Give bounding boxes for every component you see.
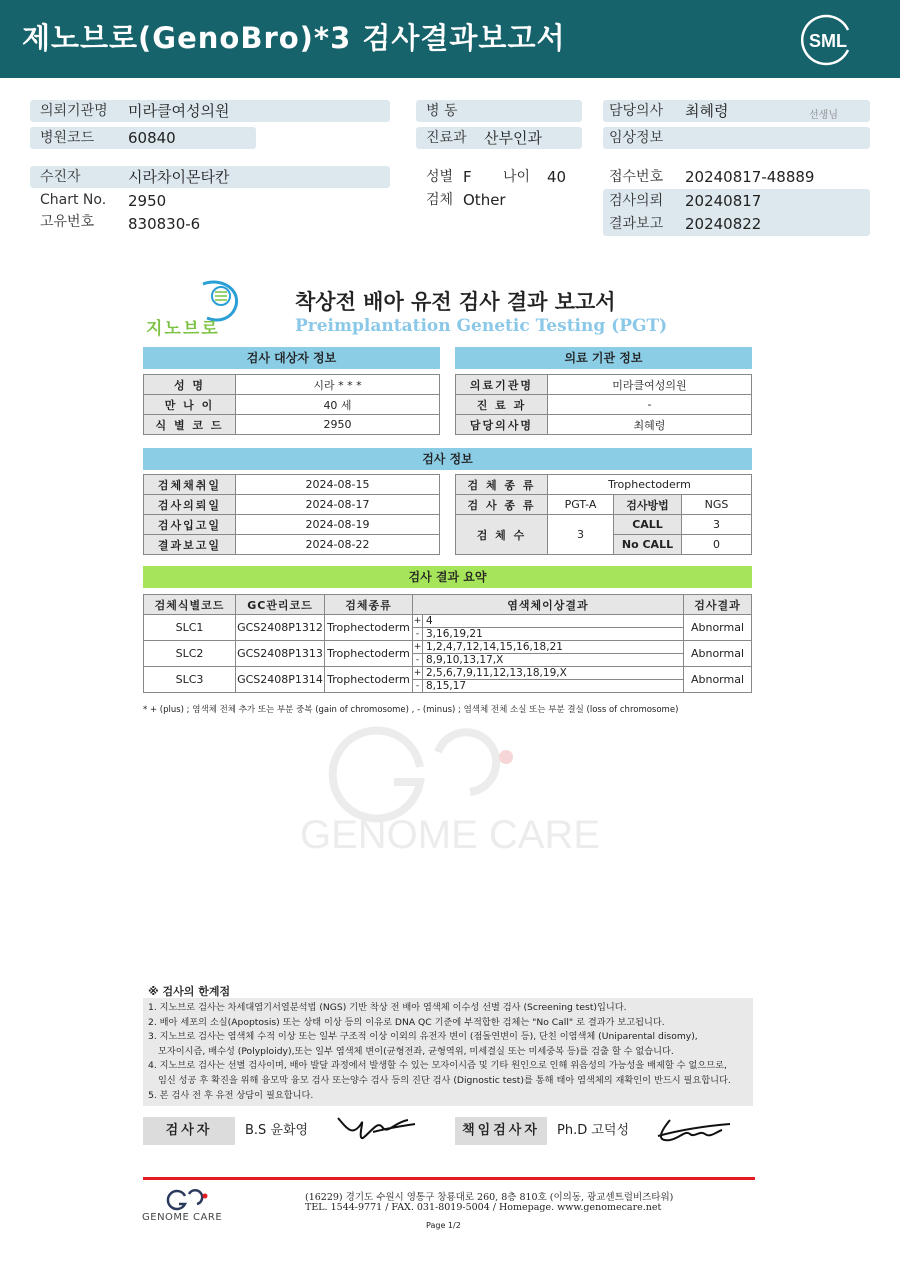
- table-row: [456, 475, 752, 495]
- report-subtitle: Preimplantation Genetic Testing (PGT): [295, 316, 668, 336]
- institution-section-head: 의료 기관 정보: [455, 347, 752, 369]
- institution-info-value: -: [548, 395, 752, 415]
- receipt-label: 접수번호: [609, 169, 664, 185]
- test-date-value: 2024-08-17: [236, 495, 440, 515]
- subject-value: 2950: [236, 415, 440, 435]
- institution-info-label: 담당의사명: [456, 415, 548, 435]
- table-header-row: [144, 595, 752, 615]
- age-value: 40: [547, 168, 567, 186]
- specimen-id: SLC1: [144, 615, 236, 641]
- limitation-line: 5. 본 검사 전 후 유전 상담이 필요합니다.: [148, 1089, 314, 1101]
- minus-sign: -: [413, 654, 423, 667]
- col-header: 검체종류: [325, 595, 413, 615]
- institution-label: 의뢰기관명: [40, 103, 108, 119]
- hospital-code-value: 60840: [128, 129, 176, 147]
- unique-value: 830830-6: [128, 215, 201, 233]
- genome-care-watermark-icon: [270, 712, 630, 862]
- dept-value: 산부인과: [484, 129, 542, 147]
- test-type-label: 검 사 종 류: [456, 495, 548, 515]
- loss-chromosomes: 8,9,10,13,17,X: [423, 654, 684, 667]
- age-label: 나이: [503, 169, 531, 185]
- table-row: [144, 495, 440, 515]
- tester-signature-icon: [333, 1110, 423, 1146]
- subject-label: 식 별 코 드: [144, 415, 236, 435]
- table-row: [144, 615, 752, 628]
- test-date-label: 검사의뢰일: [144, 495, 236, 515]
- subject-label: 만 나 이: [144, 395, 236, 415]
- report-label: 결과보고: [609, 216, 664, 232]
- clinical-label: 임상정보: [609, 130, 664, 146]
- table-row: [144, 641, 752, 654]
- institution-info-value: 최혜령: [548, 415, 752, 435]
- dept-row: [416, 127, 582, 149]
- page-number: Page 1/2: [426, 1221, 461, 1230]
- limitation-line: 1. 지노브로 검사는 차세대염기서열분석법 (NGS) 기반 착상 전 배아 염색체 이수성 선별 검사 (Screening test)입니다.: [148, 1002, 627, 1013]
- subject-value: 시라 * * *: [236, 375, 440, 395]
- institution-value: 미라클여성의원: [128, 102, 230, 120]
- result-value: Abnormal: [684, 615, 752, 641]
- doctor-value: 최혜령: [685, 102, 729, 120]
- loss-chromosomes: 8,15,17: [423, 680, 684, 693]
- sex-label: 성별: [426, 169, 454, 185]
- gc-code: GCS2408P1314: [236, 667, 325, 693]
- table-row: [144, 375, 440, 395]
- institution-row: [30, 100, 390, 122]
- genobro-logo-text: 지노브로: [146, 319, 220, 339]
- table-row: [144, 395, 440, 415]
- chart-label: Chart No.: [40, 192, 107, 208]
- gc-code: GCS2408P1313: [236, 641, 325, 667]
- page-title: 제노브로(GenoBro)*3 검사결과보고서: [22, 21, 566, 55]
- institution-table: [455, 374, 752, 435]
- limitation-line: 임신 성공 후 확진을 위해 융모막 융모 검사 또는양수 검사 등의 진단 검사 (Dignostic test)를 통해 태아 염색체의 재확인이 반드시 필요합니다.: [158, 1074, 731, 1086]
- test-date-label: 검체채취일: [144, 475, 236, 495]
- specimen-kind: Trophectoderm: [325, 615, 413, 641]
- footnote: * + (plus) ; 염색체 전체 추가 또는 부분 중복 (gain of chromosome) , - (minus) ; 염색체 전체 소실 또는 부분 결실 (loss of chromosome): [143, 705, 679, 715]
- specimen-id: SLC3: [144, 667, 236, 693]
- sml-logo-icon: [800, 12, 856, 68]
- summary-table: [143, 594, 752, 693]
- dept-label: 진료과: [426, 130, 467, 146]
- institution-info-value: 미라클여성의원: [548, 375, 752, 395]
- footer-divider: [143, 1177, 755, 1180]
- specimen-kind: Trophectoderm: [325, 641, 413, 667]
- plus-sign: +: [413, 642, 422, 652]
- tester-name: B.S 윤화영: [245, 1123, 309, 1138]
- hospital-code-row: [30, 127, 256, 149]
- table-row: [144, 535, 440, 555]
- receipt-value: 20240817-48889: [685, 168, 815, 186]
- subject-table: [143, 374, 440, 435]
- test-date-label: 결과보고일: [144, 535, 236, 555]
- gain-chromosomes: 2,5,6,7,9,11,12,13,18,19,X: [423, 667, 684, 680]
- doctor-label: 담당의사: [609, 103, 664, 119]
- patient-row: [30, 166, 390, 188]
- test-date-label: 검사입고일: [144, 515, 236, 535]
- unique-label: 고유번호: [40, 214, 95, 230]
- test-dates-table: [143, 474, 440, 555]
- limitation-line: 4. 지노브로 검사는 선별 검사이며, 배아 발달 과정에서 발생할 수 있는 모자이시즘 및 기타 원인으로 인해 위음성의 가능성을 배제할 수 없으므로,: [148, 1060, 727, 1072]
- report-value: 20240822: [685, 215, 762, 233]
- summary-section-head: 검사 결과 요약: [143, 566, 752, 588]
- limitations-title: ※ 검사의 한계점: [148, 985, 231, 998]
- plus-sign: +: [413, 668, 422, 678]
- sml-logo-text: SML: [809, 31, 847, 51]
- tester-label: 검사자: [143, 1117, 235, 1145]
- subject-value: 40 세: [236, 395, 440, 415]
- chief-name: Ph.D 고덕성: [557, 1123, 630, 1138]
- specimen-id: SLC2: [144, 641, 236, 667]
- table-row: [456, 375, 752, 395]
- limitations-box: [143, 998, 753, 1106]
- col-header: 검체식별코드: [144, 595, 236, 615]
- chart-value: 2950: [128, 192, 167, 210]
- limitation-line: 2. 배아 세포의 소실(Apoptosis) 또는 상태 이상 등의 이유로 DNA QC 기준에 부적합한 검체는 "No Call" 로 결과가 보고됩니다.: [148, 1016, 665, 1028]
- doctor-row: [603, 100, 870, 122]
- sex-value: F: [463, 168, 472, 186]
- call-label: CALL: [614, 515, 682, 535]
- request-value: 20240817: [685, 192, 762, 210]
- minus-sign: -: [413, 628, 423, 641]
- nocall-label: No CALL: [614, 535, 682, 555]
- test-date-value: 2024-08-22: [236, 535, 440, 555]
- ward-label: 병 동: [426, 103, 458, 119]
- table-row: [456, 415, 752, 435]
- hospital-code-label: 병원코드: [40, 130, 95, 146]
- gain-chromosomes: 1,2,4,7,12,14,15,16,18,21: [423, 641, 684, 654]
- chief-signature-icon: [650, 1112, 740, 1148]
- specimen-label: 검체: [426, 192, 454, 208]
- table-row: [144, 415, 440, 435]
- specimen-kind: Trophectoderm: [325, 667, 413, 693]
- test-type-value: PGT-A: [548, 495, 614, 515]
- test-date-value: 2024-08-19: [236, 515, 440, 535]
- call-value: 3: [682, 515, 752, 535]
- ward-row: [416, 100, 582, 122]
- table-row: [144, 475, 440, 495]
- method-label: 검사방법: [614, 495, 682, 515]
- limitation-line: 3. 지노브로 검사는 염색체 수적 이상 또는 일부 구조적 이상 이외의 유전자 변이 (점돌연변이 등), 단친 이염색체 (Uniparental disomy),: [148, 1031, 698, 1043]
- loss-chromosomes: 3,16,19,21: [423, 628, 684, 641]
- specimen-type-value: Trophectoderm: [548, 475, 752, 495]
- gc-code: GCS2408P1312: [236, 615, 325, 641]
- test-date-value: 2024-08-15: [236, 475, 440, 495]
- header-bar: [0, 0, 900, 78]
- count-label: 검 체 수: [456, 515, 548, 555]
- col-header: 검사결과: [684, 595, 752, 615]
- table-row: [144, 515, 440, 535]
- col-header: GC관리코드: [236, 595, 325, 615]
- chief-label: 책임검사자: [455, 1117, 547, 1145]
- result-value: Abnormal: [684, 641, 752, 667]
- institution-info-label: 의료기관명: [456, 375, 548, 395]
- test-section-head: 검사 정보: [143, 448, 752, 470]
- specimen-type-label: 검 체 종 류: [456, 475, 548, 495]
- specimen-value: Other: [463, 191, 506, 209]
- watermark-text: GENOME CARE: [299, 813, 601, 857]
- limitation-line: 모자이시즘, 배수성 (Polyploidy),또는 일부 염색체 변이(균형전좌, 균형역위, 미세결실 또는 미세중복 등)를 검출 할 수 없습니다.: [158, 1045, 674, 1057]
- institution-info-label: 진 료 과: [456, 395, 548, 415]
- footer-brand: GENOME CARE: [142, 1212, 223, 1223]
- table-row: [456, 515, 752, 535]
- method-value: NGS: [682, 495, 752, 515]
- patient-value: 시라차이몬타칸: [128, 168, 230, 186]
- table-row: [144, 667, 752, 680]
- subject-label: 성 명: [144, 375, 236, 395]
- table-row: [456, 495, 752, 515]
- report-title: 착상전 배아 유전 검사 결과 보고서: [295, 290, 616, 314]
- footer-address: (16229) 경기도 수원시 영통구 창룡대로 260, 8층 810호 (이의동, 광교센트럴비즈타워): [305, 1192, 674, 1203]
- table-row: [456, 395, 752, 415]
- col-header: 염색체이상결과: [413, 595, 684, 615]
- result-value: Abnormal: [684, 667, 752, 693]
- count-value: 3: [548, 515, 614, 555]
- plus-sign: +: [413, 616, 422, 626]
- footer-contact: TEL. 1544-9771 / FAX. 031-8019-5004 / Homepage. www.genomecare.net: [305, 1202, 662, 1213]
- request-label: 검사의뢰: [609, 193, 664, 209]
- nocall-value: 0: [682, 535, 752, 555]
- subject-section-head: 검사 대상자 정보: [143, 347, 440, 369]
- gain-chromosomes: 4: [423, 615, 684, 628]
- patient-label: 수진자: [40, 169, 81, 185]
- minus-sign: -: [413, 680, 423, 693]
- dates-box: [603, 189, 870, 236]
- doctor-suffix: 선생님: [809, 110, 838, 121]
- clinical-row: [603, 127, 870, 149]
- test-detail-table: [455, 474, 752, 555]
